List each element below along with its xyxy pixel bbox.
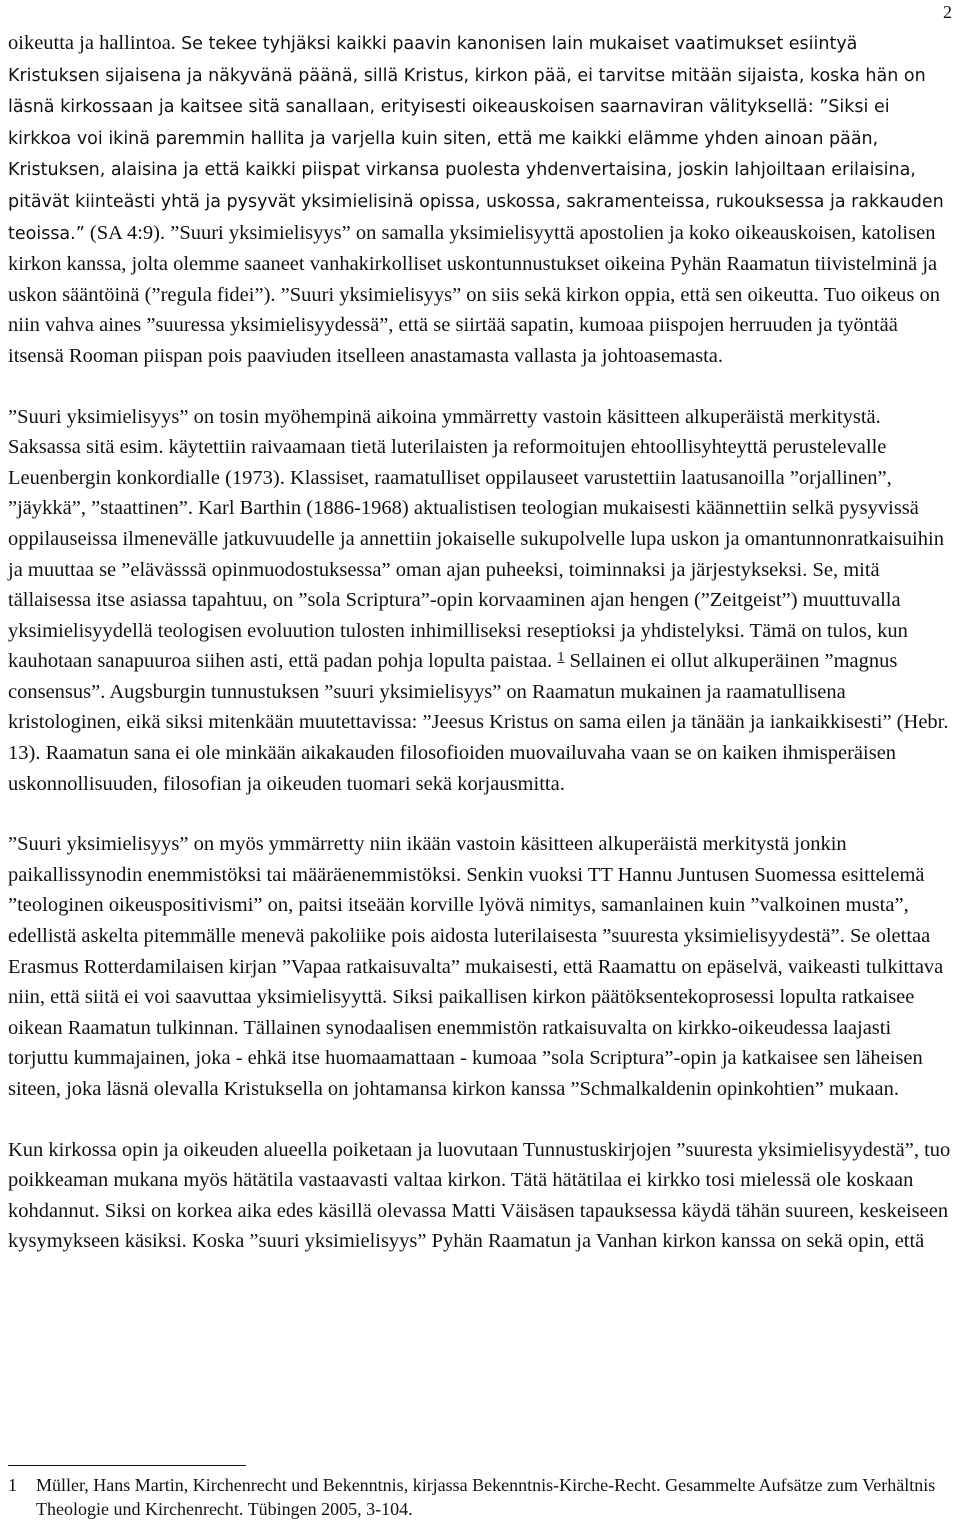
paragraph-1 [8, 28, 952, 372]
footnote-reference-link[interactable]: 1 [557, 650, 565, 666]
footnote-text: Müller, Hans Martin, Kirchenrecht und Bekenntnis, kirjassa Bekenntnis-Kirche-Recht. Gesammelte Aufsätze zum Verhältnis Theologie und Kirchenrecht. Tübingen 2005, 3-104. [36, 1475, 936, 1519]
paragraph-2-text: ”Suuri yksimielisyys” on tosin myöhempinä aikoina ymmärretty vastoin käsitteen alkuperäistä merkitystä. Saksassa sitä esim. käytettiin raivaamaan tietä luterilaisten ja reformoitujen ehtoollisyhteyttä perustelevalle Leuenbergin konkordialle (1973). Klassiset, raamatulliset oppilauseet varustettiin laatusanoilla ”orjallinen”, ”jäykkä”, ”staattinen”. Karl Barthin (1886-1968) aktualistisen teologian mukaisesti käännettiin selkä pysyvissä oppilauseissa ilmenevälle jatkuvuudelle ja annettiin jokaiselle sukupolvelle lupa uskon ja omantunnonratkaisuihin ja muuttaa se ”elävässsä opinmuodostuksessa” oman ajan puheeksi, toiminnaksi ja järjestykseksi. Se, mitä tällaisessa itse asiassa tapahtuu, on ”sola Scriptura”-opin korvaaminen ajan hengen (”Zeitgeist”) muuttuvalla yksimielisyydellä teologisen evoluution tulosten inhimilliseksi reseptioksi ja yhdistelyksi. Tämä on tulos, kun kauhotaan sanapuuroa siihen asti, että padan pohja lopulta paistaa. [8, 405, 944, 673]
paragraph-2-continuation: Sellainen ei ollut alkuperäinen ”magnus consensus”. Augsburgin tunnustuksen ”suuri yksimielisyys” on Raamatun mukainen ja raamatullisena kristologinen, eikä siksi mitenkään muutettavissa: ”Jeesus Kristus on sama eilen ja tänään ja iankaikkisesti” (Hebr. 13). Raamatun sana ei ole minkään aikakauden filosofioiden muovailuvaha vaan se on kaiken ihmisperäisen uskonnollisuuden, filosofian ja oikeuden tuomari sekä korjausmitta. [8, 650, 949, 795]
page-number: 2 [943, 2, 952, 22]
body-text [8, 28, 952, 1257]
paragraph-1-lead: oikeutta ja hallintoa. [8, 32, 182, 54]
paragraph-2 [8, 402, 952, 800]
footnote-number: 1 [8, 1475, 17, 1495]
footnote-divider [8, 1465, 246, 1466]
paragraph-1-quote: Se tekee tyhjäksi kaikki paavin kanonisen lain mukaiset vaatimukset esiintyä Kristuksen sijaisena ja näkyvänä päänä, sillä Kristus, kirkon pää, ei tarvitse mitään sijaista, koska hän on läsnä kirkossaan ja kaitsee sitä sanallaan, erityisesti oikeauskoisen saarnaviran välityksellä: ”Siksi ei kirkkoa voi ikinä paremmin hallita ja varjella kuin siten, että me kaikki elämme yhden ainoan pään, Kristuksen, alaisina ja että kaikki piispat virkansa puolesta yhdenvertaisina, joskin lahjoiltaan erilaisina, pitävät kiinteästi yhtä ja pysyvät yksimielisinä opissa, uskossa, sakramenteissa, rukouksessa ja rakkauden teoissa.” [8, 34, 944, 244]
paragraph-3: ”Suuri yksimielisyys” on myös ymmärretty niin ikään vastoin käsitteen alkuperäistä merkitystä jonkin paikallissynodin enemmistöksi tai määräenemmistöksi. Senkin vuoksi TT Hannu Juntusen Suomessa esittelemä ”teologinen oikeuspositivismi” on, paitsi itseään korville lyövä nimitys, samanlainen kuin ”valkoinen musta”, edellistä askelta pitemmälle menevä pakoliike pois aidosta luterilaisesta ”suuresta yksimielisyydestä”. Se olettaa Erasmus Rotterdamilaisen kirjan ”Vapaa ratkaisuvalta” mukaisesti, että Raamattu on epäselvä, vaikeasti tulkittava niin, että siitä ei voi saavuttaa yksimielisyyttä. Siksi paikallisen kirkon päätöksentekoprosessi lopulta ratkaisee oikean Raamatun tulkinnan. Tällainen synodaalisen enemmistön ratkaisuvalta on kirkko-oikeudessa laajasti torjuttu kummajainen, joka - ehkä itse huomaamattaan - kumoaa ”sola Scriptura”-opin ja katkaisee sen läheisen siteen, joka läsnä olevalla Kristuksella on johtamansa kirkon kanssa ”Schmalkaldenin opinkohtien” mukaan. [8, 833, 944, 1100]
paragraph-4: Kun kirkossa opin ja oikeuden alueella poiketaan ja luovutaan Tunnustuskirjojen ”suuresta yksimielisyydestä”, tuo poikkeaman mukana myös hätätila vastaavasti valtaa kirkon. Tätä hätätilaa ei kirkko tosi mielessä ole koskaan kohdannut. Siksi on korkea aika edes käsillä olevassa Matti Väisäsen tapauksessa käydä tähän suureen, keskeiseen kysymykseen käsiksi. Koska ”suuri yksimielisyys” Pyhän Raamatun ja Vanhan kirkon kanssa on sekä opin, että [8, 1138, 951, 1253]
paragraph-1-rest: (SA 4:9). ”Suuri yksimielisyys” on samalla yksimielisyyttä apostolien ja koko oikeauskoisen, katolisen kirkon kanssa, jolta olemme saaneet vanhakirkolliset uskontunnustukset oikeina Pyhän Raamatun tiivistelminä ja uskon sääntöinä (”regula fidei”). ”Suuri yksimielisyys” on siis sekä kirkon oppia, että sen oikeutta. Tuo oikeus on niin vahva aines ”suuressa yksimielisyydessä”, että se siirtää sapatin, kumoaa piispojen herruuden ja työntää itsensä Rooman piispan pois paaviuden itselleen anastamasta vallasta ja johtoasemasta. [8, 221, 941, 367]
footnote [8, 1473, 938, 1521]
